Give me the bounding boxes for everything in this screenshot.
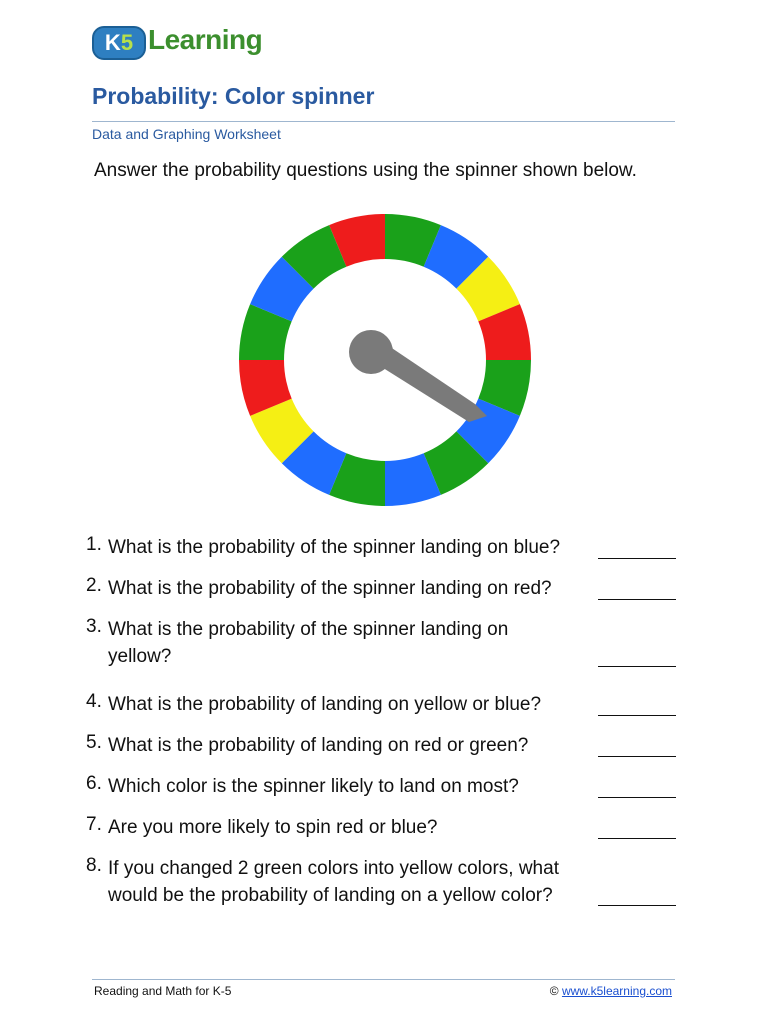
question-number: 2. [86,575,102,596]
question-number: 8. [86,855,102,876]
question-number: 1. [86,534,102,555]
question-text: If you changed 2 green colors into yellow colors, what would be the probability of landing on a yellow color? [108,858,559,906]
header-divider [92,121,675,122]
answer-blank[interactable] [598,558,676,559]
logo-text: Learning [148,24,263,55]
answer-blank[interactable] [598,756,676,757]
question-number: 3. [86,616,102,637]
answer-blank[interactable] [598,838,676,839]
page-subtitle: Data and Graphing Worksheet [92,126,281,142]
answer-blank[interactable] [598,666,676,667]
logo-badge: K5 [92,26,146,60]
question-text: What is the probability of the spinner landing on yellow? [108,619,509,667]
question-text: Which color is the spinner likely to land on most? [108,776,519,797]
question-text: What is the probability of the spinner landing on blue? [108,537,561,558]
page-title: Probability: Color spinner [92,83,375,109]
k5-learning-logo [92,18,262,62]
question-number: 6. [86,773,102,794]
instructions: Answer the probability questions using the spinner shown below. [94,160,637,181]
question-text: What is the probability of landing on yellow or blue? [108,694,542,715]
spinner-pointer-hub [349,330,393,374]
question-text: Are you more likely to spin red or blue? [108,817,438,838]
k5learning-link[interactable]: www.k5learning.com [561,984,672,998]
answer-blank[interactable] [598,797,676,798]
footer-divider [92,979,675,980]
answer-blank[interactable] [598,905,676,906]
footer-tagline: Reading and Math for K-5 [94,984,232,998]
question-text: What is the probability of landing on red or green? [108,735,529,756]
question-number: 4. [86,691,102,712]
question-text: What is the probability of the spinner landing on red? [108,578,552,599]
footer-credit [550,984,672,998]
answer-blank[interactable] [598,599,676,600]
answer-blank[interactable] [598,715,676,716]
color-spinner [237,212,533,508]
copyright-symbol: © [549,984,559,998]
question-number: 5. [86,732,102,753]
spinner-pointer [349,330,487,422]
question-number: 7. [86,814,102,835]
